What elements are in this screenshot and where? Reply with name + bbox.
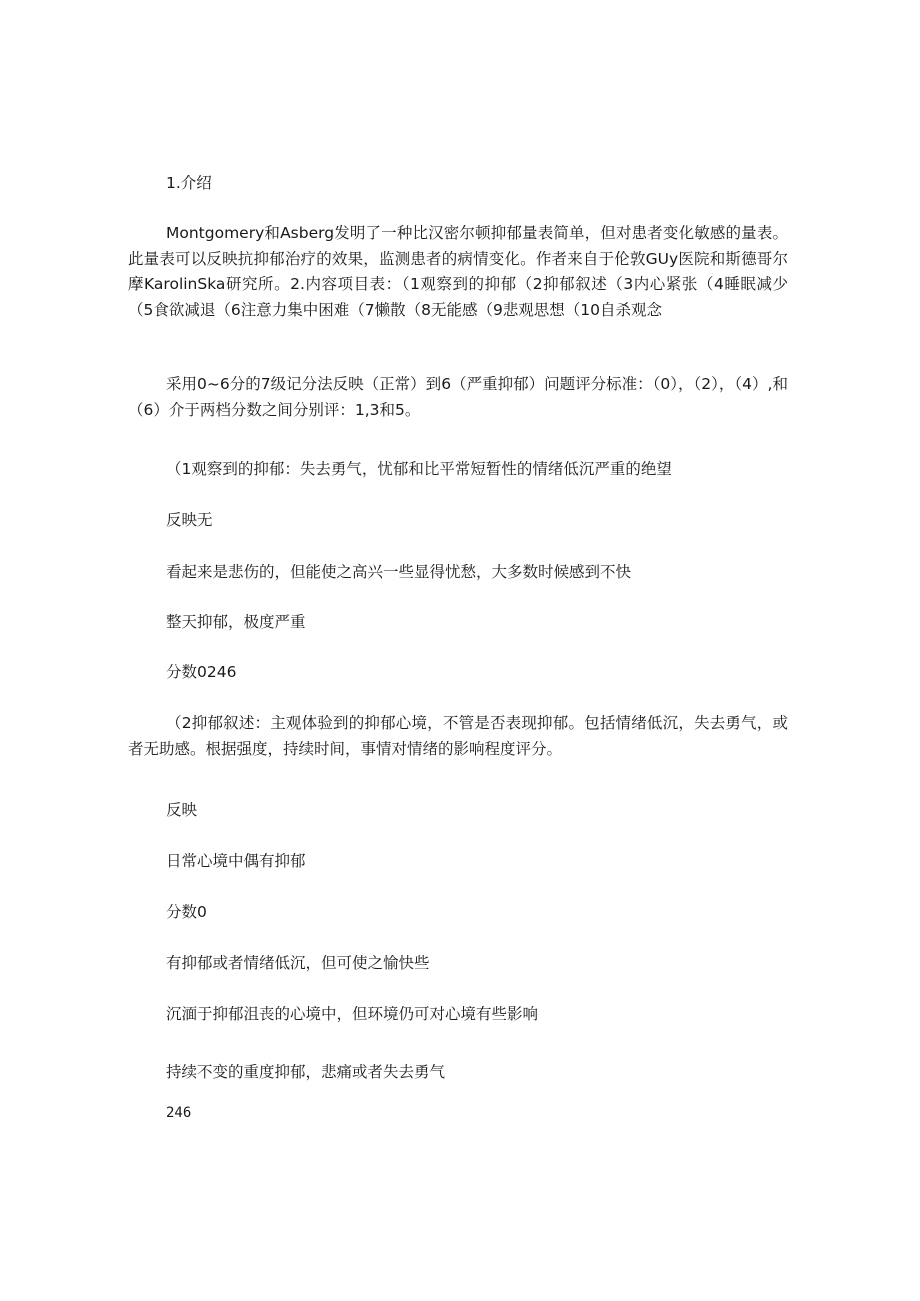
item2-low: 有抑郁或者情绪低沉，但可使之愉快些 <box>166 954 430 972</box>
item2-reflect-label: 反映 <box>166 801 198 819</box>
item1-title: （1观察到的抑郁：失去勇气，忧郁和比平常短暂性的情绪低沉严重的绝望 <box>166 460 672 478</box>
item2-title: （2抑郁叙述：主观体验到的抑郁心境，不管是否表现抑郁。包括情绪低沉，失去勇气，或者无助感。根据强度，持续时间，事情对情绪的影响程度评分。 <box>128 714 788 758</box>
item2-occasional: 日常心境中偶有抑郁 <box>166 852 306 870</box>
intro-paragraph: Montgomery和Asberg发明了一种比汉密尔顿抑郁量表简单，但对患者变化敏感的量表。此量表可以反映抗抑郁治疗的效果，监测患者的病情变化。作者来自于伦敦GUy医院和斯德哥尔摩KarolinSka研究所。2.内容项目表：（1观察到的抑郁（2抑郁叙述（3内心紧张（4睡眠减少（5食欲减退（6注意力集中困难（7懒散（8无能感（9悲观思想（10自杀观念 <box>128 224 788 319</box>
item2-persistent: 持续不变的重度抑郁，悲痛或者失去勇气 <box>166 1063 446 1081</box>
item2-scores: 246 <box>166 1105 192 1121</box>
item2-score0: 分数0 <box>166 903 207 921</box>
item1-description: 看起来是悲伤的，但能使之高兴一些显得忧愁，大多数时候感到不快 <box>166 563 632 581</box>
section-title: 1.介绍 <box>166 174 212 192</box>
item2-immersed: 沉湎于抑郁沮丧的心境中，但环境仍可对心境有些影响 <box>166 1005 539 1023</box>
item1-reflect-label: 反映无 <box>166 511 213 529</box>
scoring-standard-paragraph: 采用0~6分的7级记分法反映（正常）到6（严重抑郁）问题评分标准：（0），（2），（4）,和（6）介于两档分数之间分别评：1,3和5。 <box>128 375 788 419</box>
item1-scores: 分数0246 <box>166 663 237 681</box>
item1-severe: 整天抑郁，极度严重 <box>166 613 306 631</box>
